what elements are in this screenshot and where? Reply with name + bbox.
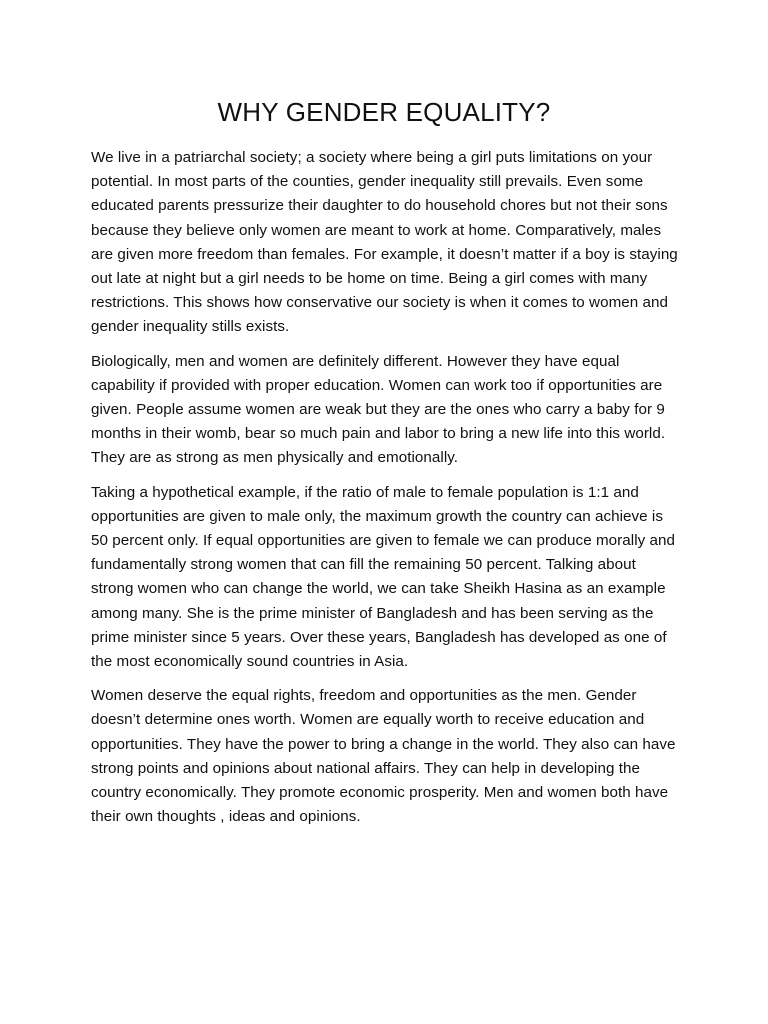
paragraph-4: Women deserve the equal rights, freedom and opportunities as the men. Gender doesn’t determine ones worth. Women are equally worth to receive education and opportunities. They have the power to bring a change in the world. They also can have strong points and opinions about national affairs. They can help in developing the country economically. They promote economic prosperity. Men and women both have their own thoughts , ideas and opinions. xyxy=(91,687,676,826)
paragraph-1: We live in a patriarchal society; a society where being a girl puts limitations on your potential. In most parts of the counties, gender inequality still prevails. Even some educated parents pressurize their daughter to do household chores but not their sons because they believe only women are meant to work at home. Comparatively, males are given more freedom than females. For example, it doesn’t matter if a boy is staying out late at night but a girl needs to be home on time. Being a girl comes with many restrictions. This shows how conservative our society is when it comes to women and gender inequality stills exists. xyxy=(91,149,678,336)
document-title: WHY GENDER EQUALITY? xyxy=(217,97,551,127)
document-body xyxy=(91,146,681,839)
paragraph-2: Biologically, men and women are definitely different. However they have equal capability if provided with proper education. Women can work too if opportunities are given. People assume women are weak but they are the ones who carry a baby for 9 months in their womb, bear so much pain and labor to bring a new life into this world. They are as strong as men physically and emotionally. xyxy=(91,352,666,467)
paragraph-3: Taking a hypothetical example, if the ratio of male to female population is 1:1 and opportunities are given to male only, the maximum growth the country can achieve is 50 percent only. If equal opportunities are given to female we can produce morally and fundamentally strong women that can fill the remaining 50 percent. Talking about strong women who can change the world, we can take Sheikh Hasina as an example among many. She is the prime minister of Bangladesh and has been serving as the prime minister since 5 years. Over these years, Bangladesh has developed as one of the most economically sound countries in Asia. xyxy=(91,483,676,671)
